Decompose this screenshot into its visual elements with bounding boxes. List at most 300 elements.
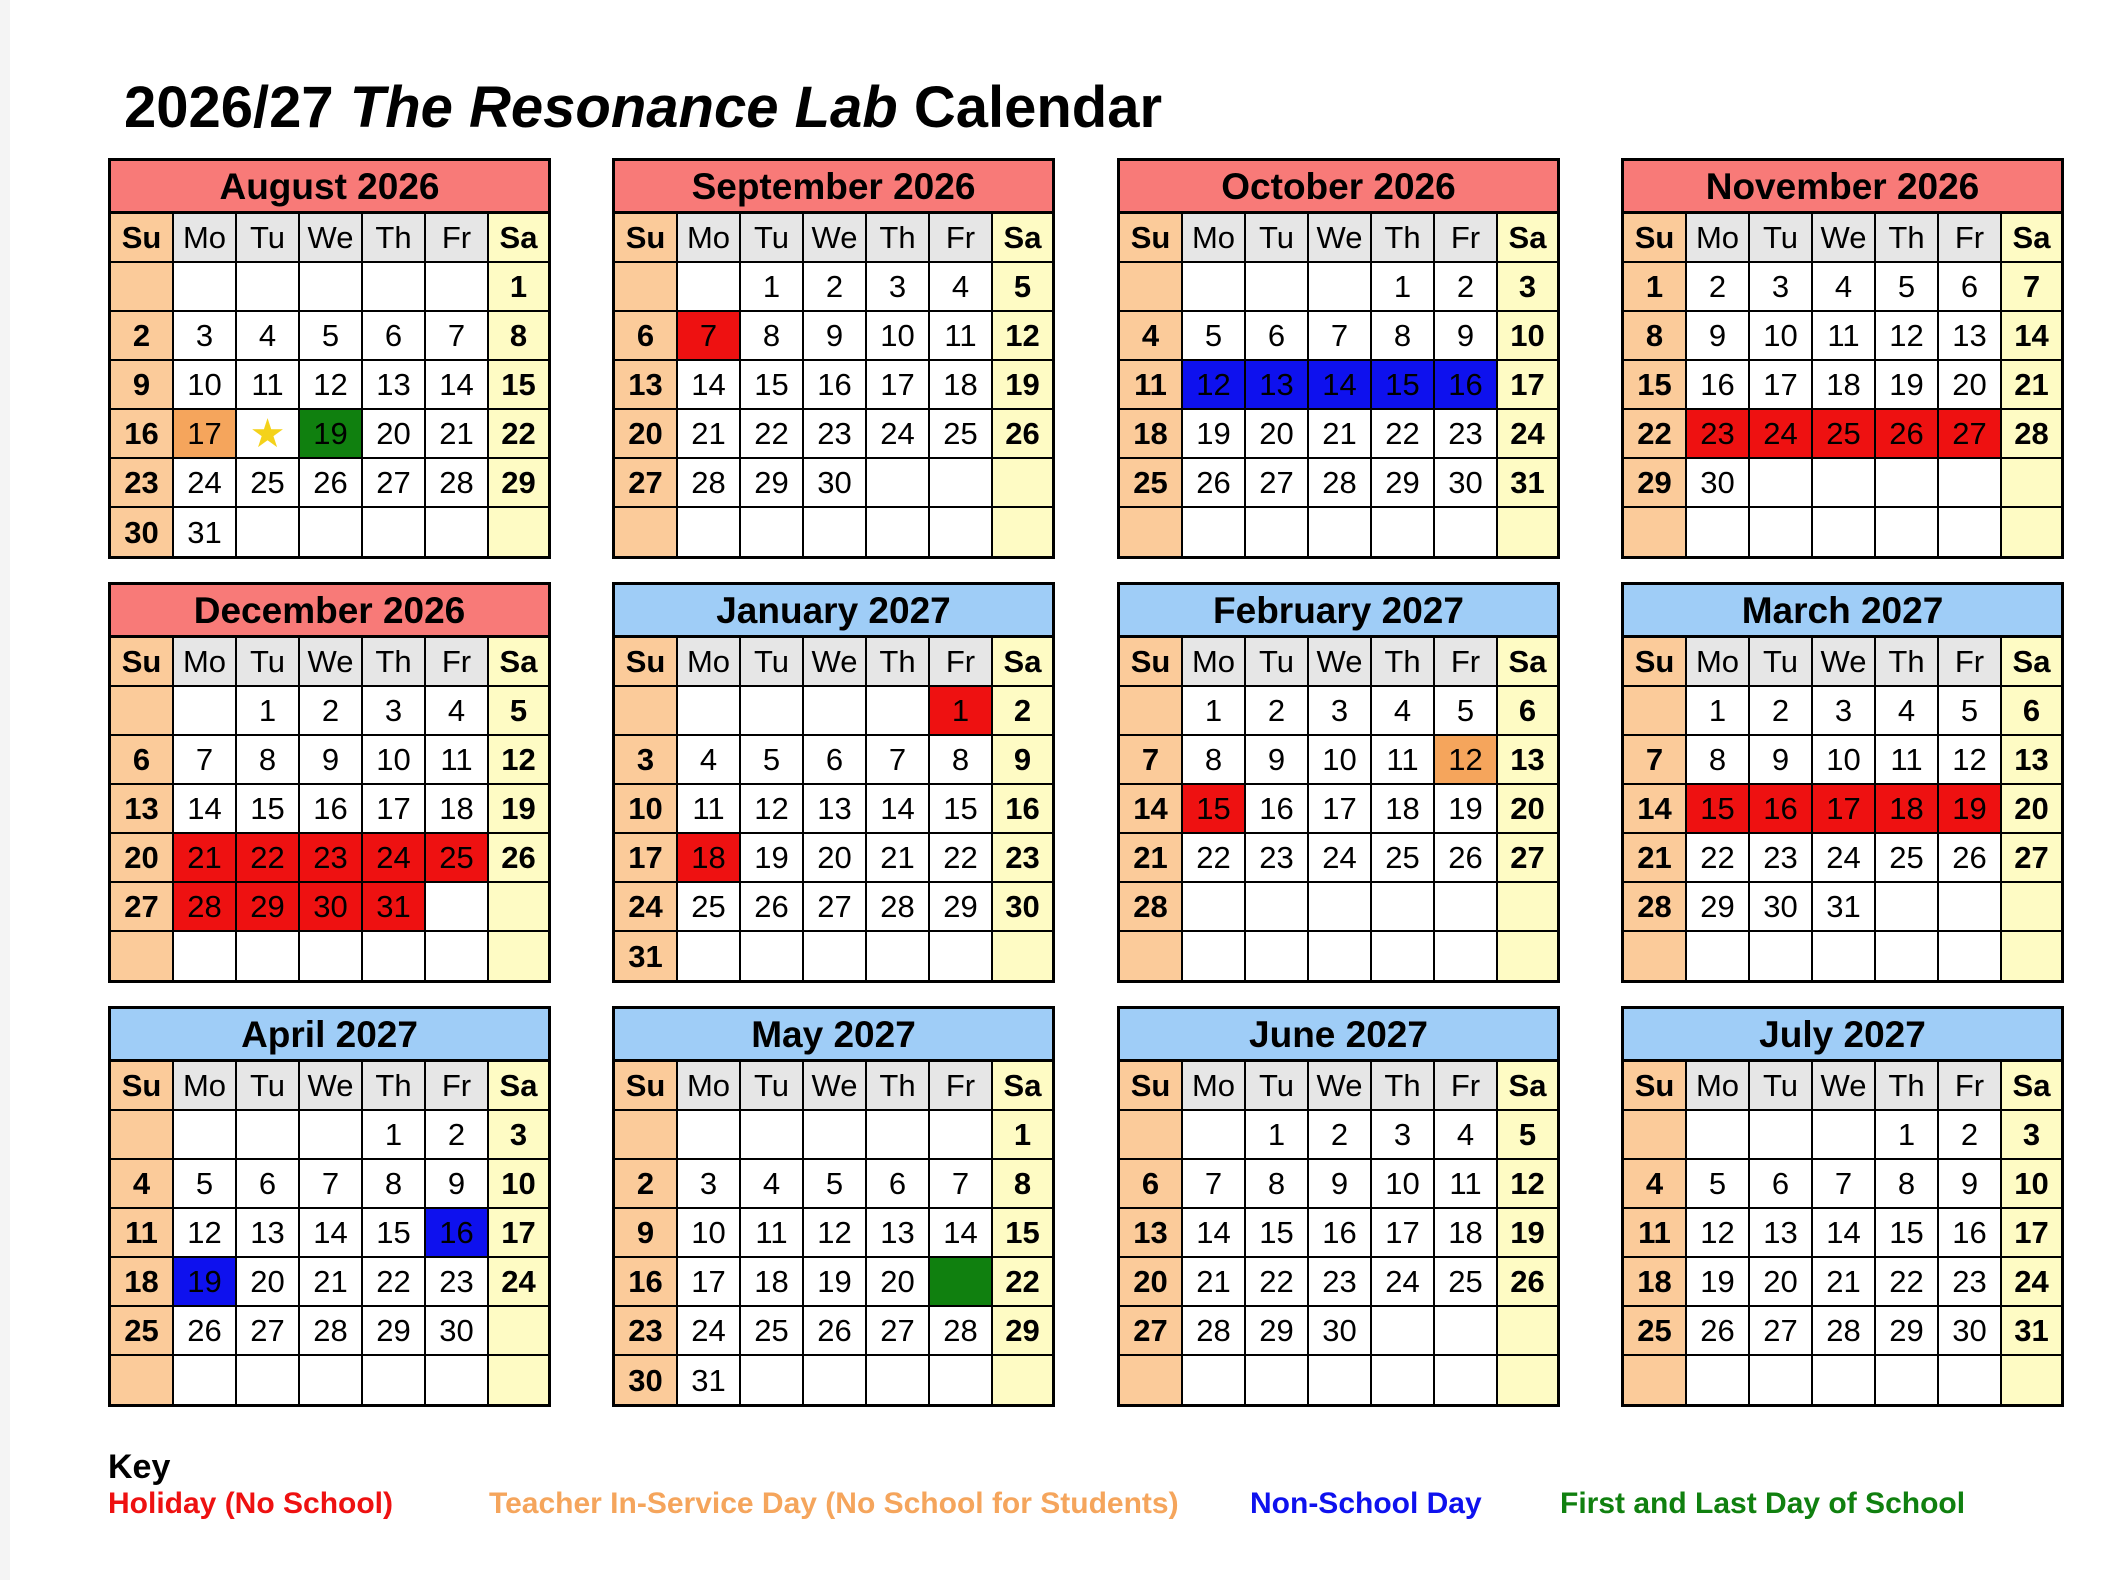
- day-cell: 3: [1498, 263, 1557, 310]
- weekday-row: [615, 214, 1052, 263]
- week-row: [111, 1160, 548, 1209]
- day-cell: [237, 410, 300, 457]
- week-row: [615, 361, 1052, 410]
- day-cell: 26: [804, 1307, 867, 1354]
- week-row: [1120, 785, 1557, 834]
- week-row: [1624, 410, 2061, 459]
- day-cell: 17: [678, 1258, 741, 1305]
- day-cell: 15: [489, 361, 548, 408]
- day-cell: 9: [1435, 312, 1498, 359]
- day-cell: 25: [237, 459, 300, 506]
- week-row: [1120, 687, 1557, 736]
- weekday-mo: Mo: [1687, 638, 1750, 685]
- empty-cell: [867, 932, 930, 980]
- day-cell: 20: [1750, 1258, 1813, 1305]
- day-cell: 10: [1309, 736, 1372, 783]
- week-row: [111, 1356, 548, 1404]
- weekday-tu: Tu: [1750, 1062, 1813, 1109]
- day-cell: 4: [1435, 1111, 1498, 1158]
- week-row: [1120, 736, 1557, 785]
- day-cell: 12: [804, 1209, 867, 1256]
- day-cell: 1: [1183, 687, 1246, 734]
- day-cell: 26: [174, 1307, 237, 1354]
- day-cell: 14: [174, 785, 237, 832]
- day-cell: 27: [1939, 410, 2002, 457]
- day-cell: 21: [1183, 1258, 1246, 1305]
- day-cell: 12: [1939, 736, 2002, 783]
- weekday-row: [615, 1062, 1052, 1111]
- day-cell: 7: [1120, 736, 1183, 783]
- day-cell: 15: [741, 361, 804, 408]
- day-cell: 3: [1372, 1111, 1435, 1158]
- day-cell: 31: [678, 1356, 741, 1404]
- day-cell: 30: [1939, 1307, 2002, 1354]
- page-title: [124, 72, 1162, 144]
- day-cell: 1: [930, 687, 993, 734]
- day-cell: 1: [1372, 263, 1435, 310]
- day-cell: 13: [1120, 1209, 1183, 1256]
- weekday-fr: Fr: [426, 1062, 489, 1109]
- weekday-we: We: [804, 214, 867, 261]
- day-cell: 22: [1246, 1258, 1309, 1305]
- day-cell: 16: [426, 1209, 489, 1256]
- week-row: [1120, 932, 1557, 980]
- month-header: January 2027: [615, 585, 1052, 638]
- day-cell: 27: [2002, 834, 2061, 881]
- weekday-th: Th: [1876, 214, 1939, 261]
- week-row: [615, 736, 1052, 785]
- empty-cell: [489, 1356, 548, 1404]
- weekday-th: Th: [1372, 214, 1435, 261]
- day-cell: 26: [1939, 834, 2002, 881]
- key-title: Key: [108, 1448, 171, 1486]
- day-cell: 25: [426, 834, 489, 881]
- day-cell: 15: [1246, 1209, 1309, 1256]
- week-row: [1624, 263, 2061, 312]
- month-header: August 2026: [111, 161, 548, 214]
- weekday-th: Th: [867, 1062, 930, 1109]
- day-cell: 11: [930, 312, 993, 359]
- day-cell: 7: [678, 312, 741, 359]
- weekday-sa: Sa: [993, 638, 1052, 685]
- empty-cell: [489, 932, 548, 980]
- empty-cell: [1624, 1111, 1687, 1158]
- empty-cell: [1309, 932, 1372, 980]
- day-cell: 2: [993, 687, 1052, 734]
- day-cell: 10: [867, 312, 930, 359]
- week-row: [615, 883, 1052, 932]
- day-cell: 30: [1750, 883, 1813, 930]
- day-cell: 16: [1939, 1209, 2002, 1256]
- day-cell: 12: [741, 785, 804, 832]
- empty-cell: [1624, 1356, 1687, 1404]
- day-cell: 21: [1624, 834, 1687, 881]
- day-cell: 13: [867, 1209, 930, 1256]
- day-cell: 20: [1939, 361, 2002, 408]
- day-cell: 1: [363, 1111, 426, 1158]
- day-cell: 9: [993, 736, 1052, 783]
- day-cell: 7: [1813, 1160, 1876, 1207]
- empty-cell: [1876, 1356, 1939, 1404]
- empty-cell: [1498, 932, 1557, 980]
- empty-cell: [1813, 1356, 1876, 1404]
- empty-cell: [1435, 883, 1498, 930]
- day-cell: 11: [237, 361, 300, 408]
- day-cell: 28: [678, 459, 741, 506]
- week-row: [1624, 736, 2061, 785]
- empty-cell: [678, 263, 741, 310]
- day-cell: 13: [1498, 736, 1557, 783]
- day-cell: 22: [1183, 834, 1246, 881]
- title-org-name: The Resonance Lab: [349, 75, 898, 140]
- day-cell: 8: [1372, 312, 1435, 359]
- day-cell: [930, 1258, 993, 1305]
- day-cell: 6: [615, 312, 678, 359]
- day-cell: 26: [1183, 459, 1246, 506]
- day-cell: 28: [426, 459, 489, 506]
- day-cell: 14: [300, 1209, 363, 1256]
- empty-cell: [1435, 932, 1498, 980]
- day-cell: 3: [678, 1160, 741, 1207]
- title-year: 2026/27: [124, 75, 334, 140]
- empty-cell: [1750, 459, 1813, 506]
- day-cell: 8: [1624, 312, 1687, 359]
- day-cell: 12: [1876, 312, 1939, 359]
- weekday-fr: Fr: [930, 214, 993, 261]
- day-cell: 16: [300, 785, 363, 832]
- day-cell: 3: [615, 736, 678, 783]
- left-margin-strip: [0, 0, 10, 1580]
- weekday-tu: Tu: [741, 1062, 804, 1109]
- day-cell: 30: [426, 1307, 489, 1354]
- day-cell: 12: [1687, 1209, 1750, 1256]
- empty-cell: [1813, 1111, 1876, 1158]
- empty-cell: [678, 1111, 741, 1158]
- day-cell: 5: [804, 1160, 867, 1207]
- day-cell: 13: [363, 361, 426, 408]
- day-cell: 18: [1624, 1258, 1687, 1305]
- day-cell: 14: [678, 361, 741, 408]
- day-cell: 16: [615, 1258, 678, 1305]
- day-cell: 16: [1435, 361, 1498, 408]
- weekday-fr: Fr: [1435, 1062, 1498, 1109]
- day-cell: 28: [1813, 1307, 1876, 1354]
- day-cell: 18: [1372, 785, 1435, 832]
- day-cell: 6: [867, 1160, 930, 1207]
- day-cell: 28: [300, 1307, 363, 1354]
- day-cell: 27: [867, 1307, 930, 1354]
- empty-cell: [426, 263, 489, 310]
- day-cell: 16: [1687, 361, 1750, 408]
- empty-cell: [237, 1356, 300, 1404]
- day-cell: 1: [1624, 263, 1687, 310]
- weekday-row: [111, 1062, 548, 1111]
- day-cell: 25: [1120, 459, 1183, 506]
- day-cell: 12: [489, 736, 548, 783]
- day-cell: 5: [1435, 687, 1498, 734]
- empty-cell: [867, 1356, 930, 1404]
- month-september-2026: [612, 158, 1055, 559]
- empty-cell: [1939, 883, 2002, 930]
- weekday-su: Su: [1120, 638, 1183, 685]
- day-cell: 20: [363, 410, 426, 457]
- empty-cell: [1120, 263, 1183, 310]
- day-cell: 11: [1813, 312, 1876, 359]
- empty-cell: [300, 1356, 363, 1404]
- weekday-th: Th: [1876, 638, 1939, 685]
- day-cell: 11: [1372, 736, 1435, 783]
- month-july-2027: [1621, 1006, 2064, 1407]
- day-cell: 18: [1435, 1209, 1498, 1256]
- empty-cell: [1687, 932, 1750, 980]
- day-cell: 28: [2002, 410, 2061, 457]
- day-cell: 17: [174, 410, 237, 457]
- empty-cell: [1498, 508, 1557, 556]
- weekday-th: Th: [867, 214, 930, 261]
- week-row: [615, 932, 1052, 980]
- day-cell: 3: [2002, 1111, 2061, 1158]
- day-cell: 4: [678, 736, 741, 783]
- day-cell: 20: [1246, 410, 1309, 457]
- day-cell: 26: [1687, 1307, 1750, 1354]
- week-row: [1624, 508, 2061, 556]
- week-row: [615, 459, 1052, 508]
- empty-cell: [1183, 508, 1246, 556]
- weekday-row: [615, 638, 1052, 687]
- empty-cell: [2002, 459, 2061, 506]
- empty-cell: [1876, 508, 1939, 556]
- day-cell: 15: [363, 1209, 426, 1256]
- day-cell: 14: [930, 1209, 993, 1256]
- empty-cell: [1750, 1111, 1813, 1158]
- day-cell: 2: [1939, 1111, 2002, 1158]
- day-cell: 21: [174, 834, 237, 881]
- week-row: [615, 1258, 1052, 1307]
- empty-cell: [1435, 1307, 1498, 1354]
- empty-cell: [930, 1356, 993, 1404]
- day-cell: 7: [867, 736, 930, 783]
- empty-cell: [804, 687, 867, 734]
- weekday-we: We: [804, 1062, 867, 1109]
- week-row: [615, 785, 1052, 834]
- month-header: September 2026: [615, 161, 1052, 214]
- empty-cell: [426, 883, 489, 930]
- empty-cell: [1120, 932, 1183, 980]
- day-cell: 23: [804, 410, 867, 457]
- weekday-we: We: [300, 214, 363, 261]
- empty-cell: [1372, 508, 1435, 556]
- weekday-sa: Sa: [1498, 1062, 1557, 1109]
- empty-cell: [174, 1356, 237, 1404]
- day-cell: 30: [1435, 459, 1498, 506]
- empty-cell: [237, 932, 300, 980]
- day-cell: 8: [489, 312, 548, 359]
- month-october-2026: [1117, 158, 1560, 559]
- weekday-we: We: [1813, 1062, 1876, 1109]
- empty-cell: [300, 1111, 363, 1158]
- day-cell: 19: [741, 834, 804, 881]
- week-row: [1120, 834, 1557, 883]
- empty-cell: [363, 263, 426, 310]
- month-header: December 2026: [111, 585, 548, 638]
- day-cell: 28: [930, 1307, 993, 1354]
- month-january-2027: [612, 582, 1055, 983]
- day-cell: 15: [993, 1209, 1052, 1256]
- weekday-sa: Sa: [489, 638, 548, 685]
- day-cell: 23: [1309, 1258, 1372, 1305]
- day-cell: 10: [678, 1209, 741, 1256]
- week-row: [1120, 1209, 1557, 1258]
- weekday-su: Su: [111, 1062, 174, 1109]
- day-cell: 10: [489, 1160, 548, 1207]
- week-row: [111, 687, 548, 736]
- weekday-sa: Sa: [2002, 214, 2061, 261]
- weekday-th: Th: [1372, 1062, 1435, 1109]
- day-cell: 23: [1939, 1258, 2002, 1305]
- day-cell: 2: [1750, 687, 1813, 734]
- day-cell: 13: [1939, 312, 2002, 359]
- empty-cell: [426, 508, 489, 556]
- day-cell: 29: [1687, 883, 1750, 930]
- day-cell: 16: [1246, 785, 1309, 832]
- day-cell: 6: [1246, 312, 1309, 359]
- day-cell: 22: [930, 834, 993, 881]
- empty-cell: [1120, 687, 1183, 734]
- day-cell: 7: [1183, 1160, 1246, 1207]
- day-cell: 5: [489, 687, 548, 734]
- day-cell: 10: [1498, 312, 1557, 359]
- weekday-tu: Tu: [1246, 214, 1309, 261]
- day-cell: 27: [1120, 1307, 1183, 1354]
- week-row: [1120, 508, 1557, 556]
- day-cell: 14: [1309, 361, 1372, 408]
- weekday-su: Su: [615, 638, 678, 685]
- month-december-2026: [108, 582, 551, 983]
- day-cell: 2: [804, 263, 867, 310]
- day-cell: 22: [1624, 410, 1687, 457]
- day-cell: 7: [930, 1160, 993, 1207]
- weekday-mo: Mo: [174, 214, 237, 261]
- day-cell: 19: [1435, 785, 1498, 832]
- empty-cell: [678, 687, 741, 734]
- weekday-th: Th: [1876, 1062, 1939, 1109]
- empty-cell: [804, 1356, 867, 1404]
- day-cell: 8: [1183, 736, 1246, 783]
- weekday-mo: Mo: [174, 638, 237, 685]
- weekday-mo: Mo: [1183, 1062, 1246, 1109]
- week-row: [1624, 312, 2061, 361]
- weekday-th: Th: [867, 638, 930, 685]
- day-cell: 31: [615, 932, 678, 980]
- week-row: [111, 1111, 548, 1160]
- empty-cell: [300, 932, 363, 980]
- day-cell: 16: [804, 361, 867, 408]
- day-cell: 11: [426, 736, 489, 783]
- week-row: [615, 1307, 1052, 1356]
- day-cell: 6: [1120, 1160, 1183, 1207]
- weekday-sa: Sa: [993, 1062, 1052, 1109]
- day-cell: 26: [741, 883, 804, 930]
- day-cell: 4: [111, 1160, 174, 1207]
- day-cell: 6: [237, 1160, 300, 1207]
- week-row: [1624, 1209, 2061, 1258]
- empty-cell: [1750, 932, 1813, 980]
- day-cell: 7: [2002, 263, 2061, 310]
- day-cell: 24: [363, 834, 426, 881]
- empty-cell: [174, 263, 237, 310]
- day-cell: 14: [1183, 1209, 1246, 1256]
- day-cell: 27: [1246, 459, 1309, 506]
- day-cell: 6: [1750, 1160, 1813, 1207]
- day-cell: 19: [489, 785, 548, 832]
- day-cell: 27: [363, 459, 426, 506]
- legend-first-last-day: First and Last Day of School: [1560, 1487, 1966, 1520]
- day-cell: 6: [1498, 687, 1557, 734]
- day-cell: 29: [930, 883, 993, 930]
- empty-cell: [1120, 1356, 1183, 1404]
- week-row: [615, 312, 1052, 361]
- week-row: [1120, 1307, 1557, 1356]
- empty-cell: [930, 932, 993, 980]
- empty-cell: [237, 508, 300, 556]
- weekday-we: We: [1309, 638, 1372, 685]
- week-row: [1120, 459, 1557, 508]
- legend-teacher-in-service: Teacher In-Service Day (No School for Students): [489, 1487, 1179, 1520]
- day-cell: 31: [1813, 883, 1876, 930]
- empty-cell: [237, 1111, 300, 1158]
- day-cell: 30: [1309, 1307, 1372, 1354]
- weekday-mo: Mo: [1183, 214, 1246, 261]
- month-header: February 2027: [1120, 585, 1557, 638]
- day-cell: 22: [489, 410, 548, 457]
- empty-cell: [1939, 508, 2002, 556]
- day-cell: 4: [1813, 263, 1876, 310]
- day-cell: 14: [1120, 785, 1183, 832]
- day-cell: 4: [741, 1160, 804, 1207]
- day-cell: 5: [1939, 687, 2002, 734]
- empty-cell: [1624, 508, 1687, 556]
- day-cell: 20: [804, 834, 867, 881]
- weekday-fr: Fr: [426, 638, 489, 685]
- weekday-fr: Fr: [426, 214, 489, 261]
- day-cell: 6: [804, 736, 867, 783]
- day-cell: 7: [174, 736, 237, 783]
- day-cell: 22: [237, 834, 300, 881]
- day-cell: 30: [804, 459, 867, 506]
- day-cell: 8: [363, 1160, 426, 1207]
- day-cell: 28: [174, 883, 237, 930]
- legend-holiday: Holiday (No School): [108, 1487, 393, 1520]
- empty-cell: [741, 687, 804, 734]
- empty-cell: [426, 1356, 489, 1404]
- day-cell: 8: [993, 1160, 1052, 1207]
- week-row: [615, 1356, 1052, 1404]
- day-cell: 11: [1624, 1209, 1687, 1256]
- day-cell: 1: [1246, 1111, 1309, 1158]
- week-row: [615, 1160, 1052, 1209]
- day-cell: 12: [1183, 361, 1246, 408]
- day-cell: 23: [1750, 834, 1813, 881]
- day-cell: 27: [615, 459, 678, 506]
- empty-cell: [1309, 508, 1372, 556]
- empty-cell: [2002, 508, 2061, 556]
- day-cell: 26: [1876, 410, 1939, 457]
- week-row: [615, 410, 1052, 459]
- week-row: [111, 410, 548, 459]
- day-cell: 16: [1750, 785, 1813, 832]
- empty-cell: [867, 1111, 930, 1158]
- day-cell: 27: [1750, 1307, 1813, 1354]
